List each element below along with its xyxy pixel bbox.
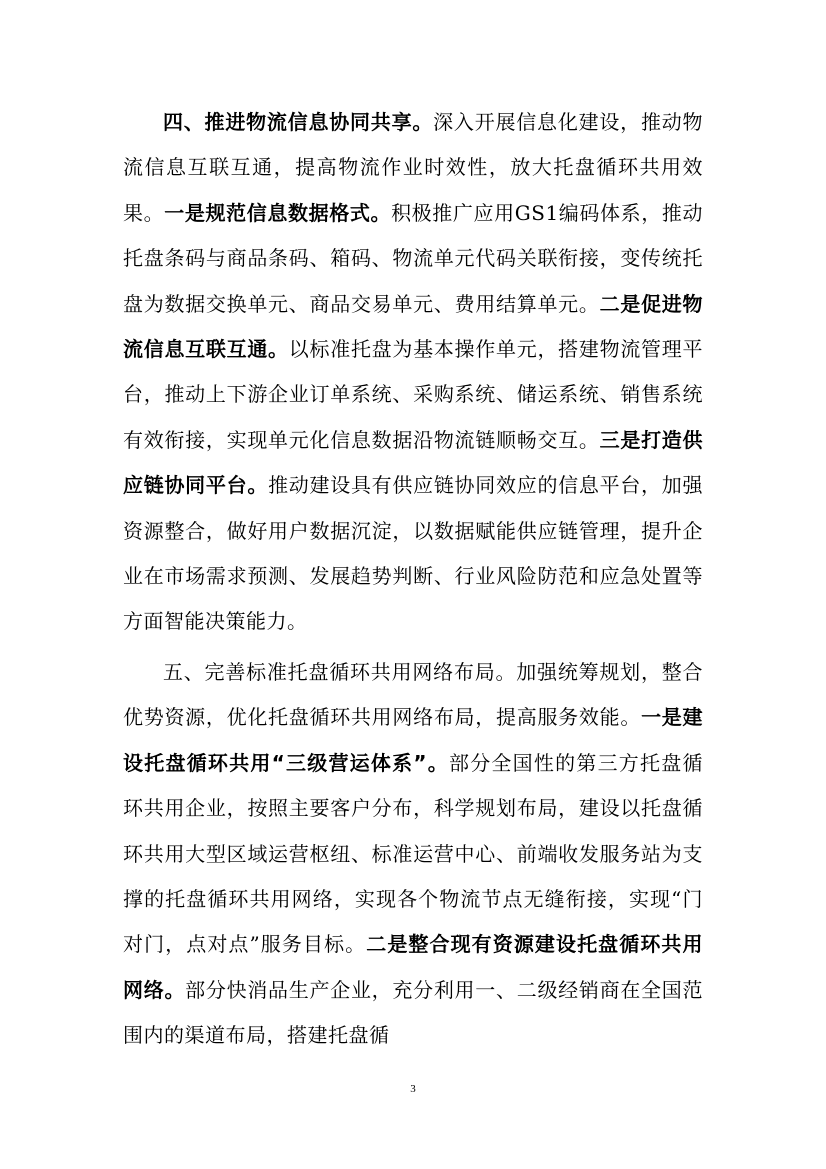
section-4-item-2-title: 二是促进物流信息互联互通。 bbox=[123, 291, 704, 362]
section-5-heading: 五、完善标准托盘循环共用网络布局。 bbox=[163, 659, 517, 684]
section-5-intro: 加强统筹规划，整合优势资源，优化托盘循环共用网络布局，提高服务效能。 bbox=[123, 659, 704, 730]
section-4-item-3-text: 推动建设具有供应链协同效应的信息平台，加强资源整合，做好用户数据沉淀，以数据赋能供应链管理，提升企业在市场需求预测、发展趋势判断、行业风险防范和应急处置等方面智能决策能力。 bbox=[123, 473, 704, 634]
section-4-item-2-text: 以标准托盘为基本操作单元，搭建物流管理平台，推动上下游企业订单系统、采购系统、储运系统、销售系统有效衔接，实现单元化信息数据沿物流链顺畅交互。 bbox=[123, 337, 704, 452]
section-5-item-2-text: 部分快消品生产企业，充分利用一、二级经销商在全国范围内的渠道布局，搭建托盘循 bbox=[123, 977, 704, 1048]
section-5-item-1-text: 部分全国性的第三方托盘循环共用企业，按照主要客户分布，科学规划布局，建设以托盘循环共用大型区域运营枢纽、标准运营中心、前端收发服务站为支撑的托盘循环共用网络，实现各个物流节点无缝衔接，实现“门对门，点对点”服务目标。 bbox=[123, 750, 703, 957]
page-number: 3 bbox=[410, 1083, 416, 1095]
paragraph-section-4 bbox=[123, 100, 703, 645]
section-4-item-1-text: 积极推广应用GS1编码体系，推动托盘条码与商品条码、箱码、物流单元代码关联衔接，变传统托盘为数据交换单元、商品交易单元、费用结算单元。 bbox=[123, 200, 704, 316]
section-5-item-2-title: 二是整合现有资源建设托盘循环共用网络。 bbox=[123, 932, 703, 1002]
section-4-item-1-title: 一是规范信息数据格式。 bbox=[164, 200, 392, 225]
section-4-intro: 深入开展信息化建设，推动物流信息互联互通，提高物流作业时效性，放大托盘循环共用效果。 bbox=[123, 110, 704, 225]
document-body bbox=[123, 100, 703, 1064]
section-4-item-3-title: 三是打造供应链协同平台。 bbox=[123, 427, 704, 498]
section-4-heading: 四、推进物流信息协同共享。 bbox=[163, 110, 434, 134]
paragraph-section-5 bbox=[123, 650, 703, 1059]
section-5-item-1-title: 一是建设托盘循环共用“三级营运体系”。 bbox=[123, 705, 704, 775]
